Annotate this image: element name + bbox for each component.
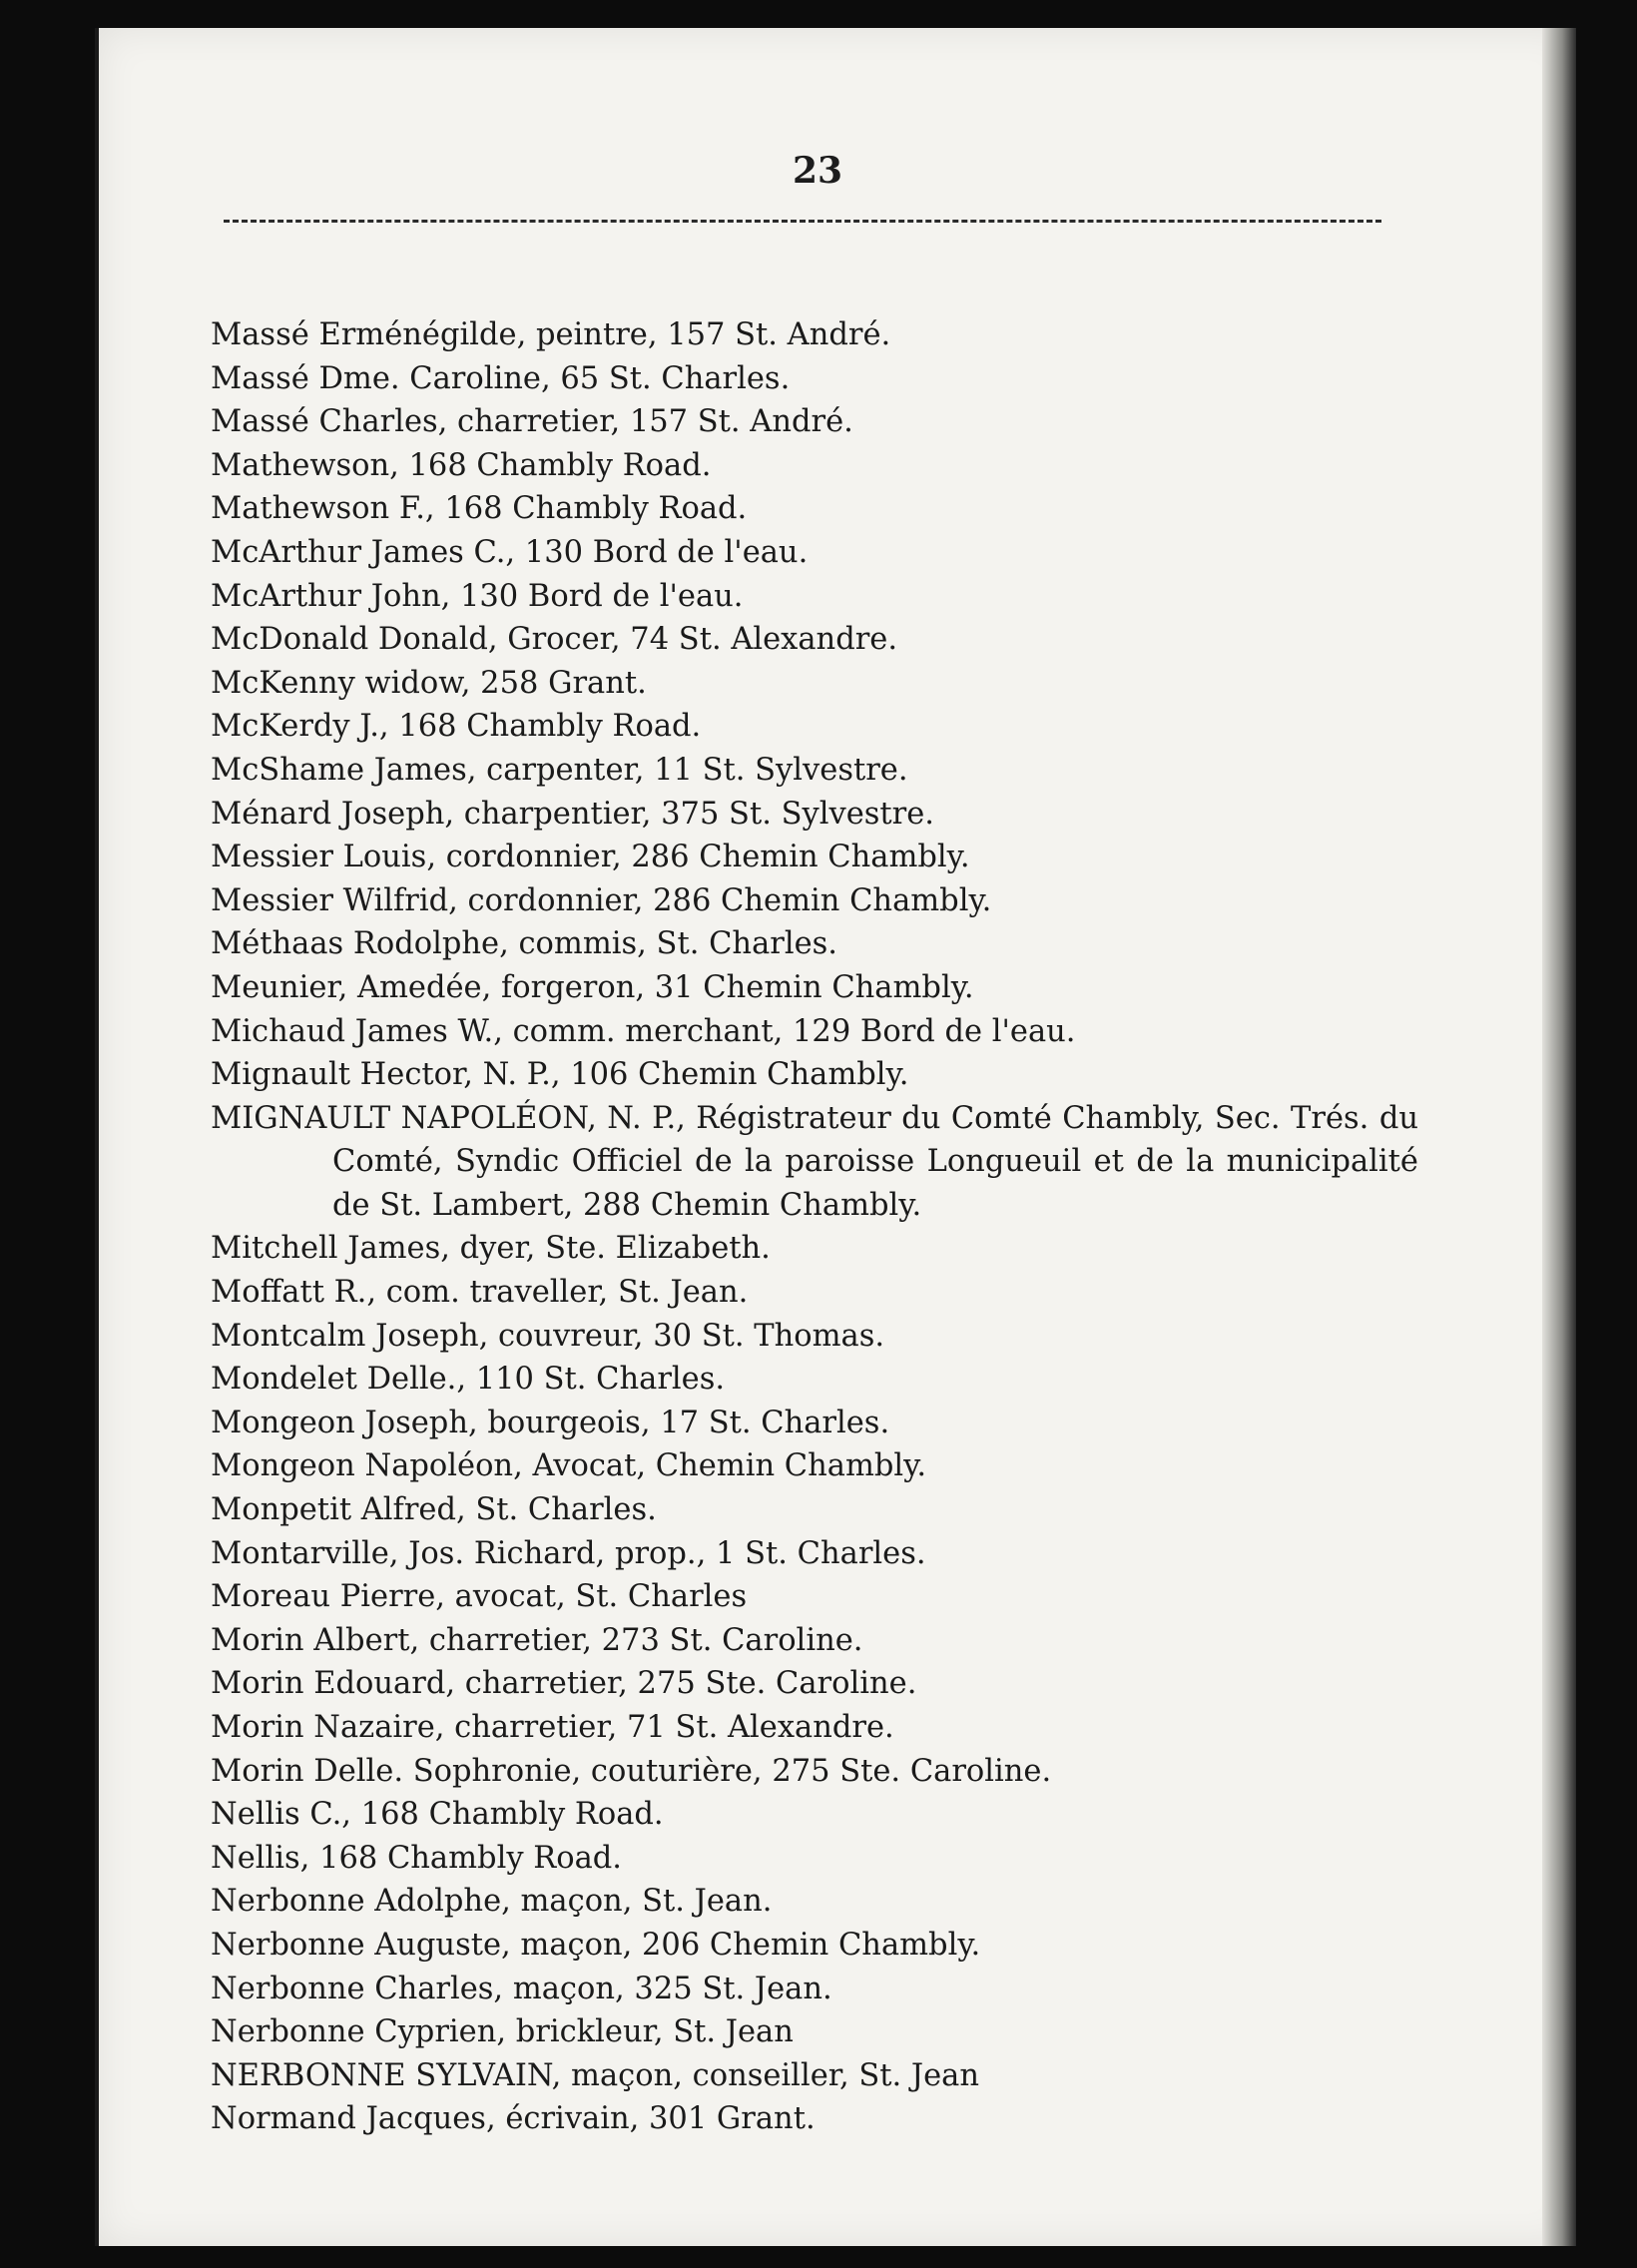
directory-entry: NERBONNE SYLVAIN, maçon, conseiller, St. Jean [211, 2057, 980, 2093]
directory-entry: McDonald Donald, Grocer, 74 St. Alexandre. [211, 622, 898, 658]
directory-entry: McKenny widow, 258 Grant. [211, 665, 647, 701]
directory-entry: Nerbonne Cyprien, brickleur, St. Jean [211, 2014, 794, 2050]
directory-entry: Morin Albert, charretier, 273 St. Caroline. [211, 1622, 863, 1658]
directory-entry: Massé Dme. Caroline, 65 St. Charles. [211, 360, 791, 396]
directory-entry: Moffatt R., com. traveller, St. Jean. [211, 1275, 749, 1311]
header-rule [224, 220, 1381, 223]
directory-entry: Nerbonne Charles, maçon, 325 St. Jean. [211, 1971, 832, 2006]
directory-entry: Mathewson, 168 Chambly Road. [211, 447, 712, 483]
directory-entry: Morin Edouard, charretier, 275 Ste. Caroline. [211, 1666, 917, 1702]
directory-page [95, 28, 1576, 2246]
directory-entry: Mondelet Delle., 110 St. Charles. [211, 1362, 726, 1398]
directory-entry: Mignault Hector, N. P., 106 Chemin Chambly. [211, 1057, 909, 1093]
directory-entry: Mongeon Joseph, bourgeois, 17 St. Charles. [211, 1405, 890, 1440]
directory-entry: Massé Charles, charretier, 157 St. André. [211, 404, 853, 440]
directory-entry: Méthaas Rodolphe, commis, St. Charles. [211, 926, 837, 962]
page-number: 23 [792, 150, 843, 192]
directory-entry: Nerbonne Auguste, maçon, 206 Chemin Chambly. [211, 1927, 981, 1963]
directory-entry: McArthur James C., 130 Bord de l'eau. [211, 534, 809, 570]
directory-entry: Mitchell James, dyer, Ste. Elizabeth. [211, 1231, 771, 1267]
directory-entry: Ménard Joseph, charpentier, 375 St. Sylvestre. [211, 796, 934, 832]
directory-entry: Morin Nazaire, charretier, 71 St. Alexandre. [211, 1710, 894, 1745]
directory-entry: Nerbonne Adolphe, maçon, St. Jean. [211, 1884, 773, 1920]
directory-entry: Moreau Pierre, avocat, St. Charles [211, 1579, 748, 1615]
directory-entry: Normand Jacques, écrivain, 301 Grant. [211, 2101, 816, 2137]
directory-entry: Messier Wilfrid, cordonnier, 286 Chemin Chambly. [211, 882, 992, 918]
directory-entry: McShame James, carpenter, 11 St. Sylvestre. [211, 752, 908, 788]
directory-entry: Messier Louis, cordonnier, 286 Chemin Chambly. [211, 840, 970, 875]
directory-entry: Meunier, Amedée, forgeron, 31 Chemin Chambly. [211, 969, 974, 1005]
directory-entry: Mathewson F., 168 Chambly Road. [211, 491, 748, 527]
directory-entry: Nellis, 168 Chambly Road. [211, 1840, 622, 1876]
directory-entry: Monpetit Alfred, St. Charles. [211, 1492, 657, 1528]
directory-entry-featured: MIGNAULT NAPOLÉON, N. P., Régistrateur du Comté Chambly, Sec. Trés. du Comté, Syndic Officiel de la paroisse Longueuil et de la municipalité de St. Lambert, 288 Chemin Chambly. [211, 1100, 1418, 1223]
directory-entry: Montcalm Joseph, couvreur, 30 St. Thomas. [211, 1318, 885, 1354]
directory-entry: McKerdy J., 168 Chambly Road. [211, 709, 702, 745]
directory-entry: McArthur John, 130 Bord de l'eau. [211, 578, 744, 614]
directory-entry: Nellis C., 168 Chambly Road. [211, 1797, 664, 1833]
directory-entry: Mongeon Napoléon, Avocat, Chemin Chambly. [211, 1448, 927, 1484]
directory-entries [211, 313, 1418, 2141]
directory-entry: Morin Delle. Sophronie, couturière, 275 Ste. Caroline. [211, 1753, 1052, 1789]
directory-entry: Montarville, Jos. Richard, prop., 1 St. Charles. [211, 1535, 926, 1571]
directory-entry: Massé Erménégilde, peintre, 157 St. André. [211, 317, 891, 352]
directory-entry: Michaud James W., comm. merchant, 129 Bord de l'eau. [211, 1013, 1076, 1049]
page-edge-shadow [1542, 28, 1576, 2246]
